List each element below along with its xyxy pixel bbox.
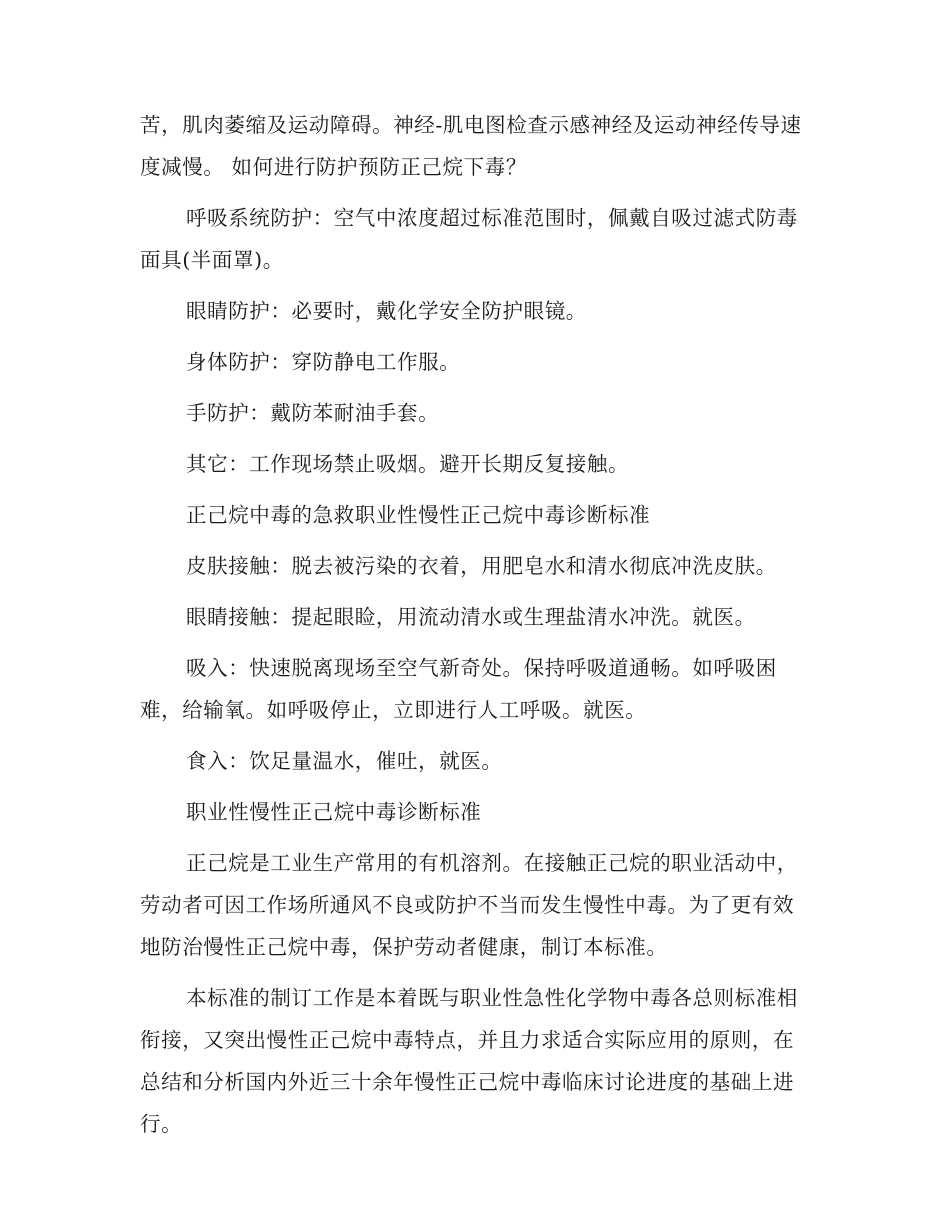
paragraph-inhalation: 吸入：快速脱离现场至空气新奇处。保持呼吸道通畅。如呼吸困难，给输氧。如呼吸停止，立即进行人工呼吸。就医。: [140, 656, 777, 722]
paragraph-other-protection: 其它：工作现场禁止吸烟。避开长期反复接触。: [186, 452, 630, 476]
paragraph-skin-contact: 皮肤接触：脱去被污染的衣着，用肥皂水和清水彻底冲洗皮肤。: [186, 554, 777, 578]
paragraph-continuation: 苦，肌肉萎缩及运动障碍。神经-肌电图检查示感神经及运动神经传导速度减慢。 如何进行防护预防正己烷下毒？: [140, 113, 802, 179]
paragraph-respiratory-protection: 呼吸系统防护：空气中浓度超过标准范围时，佩戴自吸过滤式防毒面具(半面罩)。: [140, 206, 798, 272]
paragraph-eye-contact: 眼睛接触：提起眼睑，用流动清水或生理盐清水冲洗。就医。: [186, 605, 756, 629]
paragraph-gap: [140, 188, 808, 197]
paragraph-gap: [140, 587, 808, 596]
section-heading-diagnosis-standard: 职业性慢性正己烷中毒诊断标准: [186, 800, 482, 824]
paragraph-hand-protection: 手防护：戴防苯耐油手套。: [186, 401, 440, 425]
paragraph-gap: [140, 434, 808, 443]
document-body: [140, 104, 808, 1145]
paragraph-gap: [140, 833, 808, 842]
paragraph-gap: [140, 536, 808, 545]
paragraph-standard-principles: 本标准的制订工作是本着既与职业性急性化学物中毒各总则标准相衔接，又突出慢性正己烷中毒特点，并且力求适合实际应用的原则，在总结和分析国内外近三十余年慢性正己烷中毒临床讨论进度的基础上进行。: [140, 986, 798, 1136]
paragraph-gap: [140, 383, 808, 392]
paragraph-eye-protection: 眼睛防护：必要时，戴化学安全防护眼镜。: [186, 299, 587, 323]
paragraph-ingestion: 食入：饮足量温水，催吐，就医。: [186, 749, 503, 773]
paragraph-gap: [140, 782, 808, 791]
paragraph-gap: [140, 332, 808, 341]
paragraph-gap: [140, 638, 808, 647]
paragraph-gap: [140, 485, 808, 494]
paragraph-gap: [140, 731, 808, 740]
paragraph-gap: [140, 281, 808, 290]
paragraph-gap: [140, 968, 808, 977]
paragraph-standard-background: 正己烷是工业生产常用的有机溶剂。在接触正己烷的职业活动中，劳动者可因工作场所通风不良或防护不当而发生慢性中毒。为了更有效地防治慢性正己烷中毒，保护劳动者健康，制订本标准。: [140, 851, 798, 959]
paragraph-body-protection: 身体防护：穿防静电工作服。: [186, 350, 461, 374]
section-heading-first-aid: 正己烷中毒的急救职业性慢性正己烷中毒诊断标准: [186, 503, 651, 527]
